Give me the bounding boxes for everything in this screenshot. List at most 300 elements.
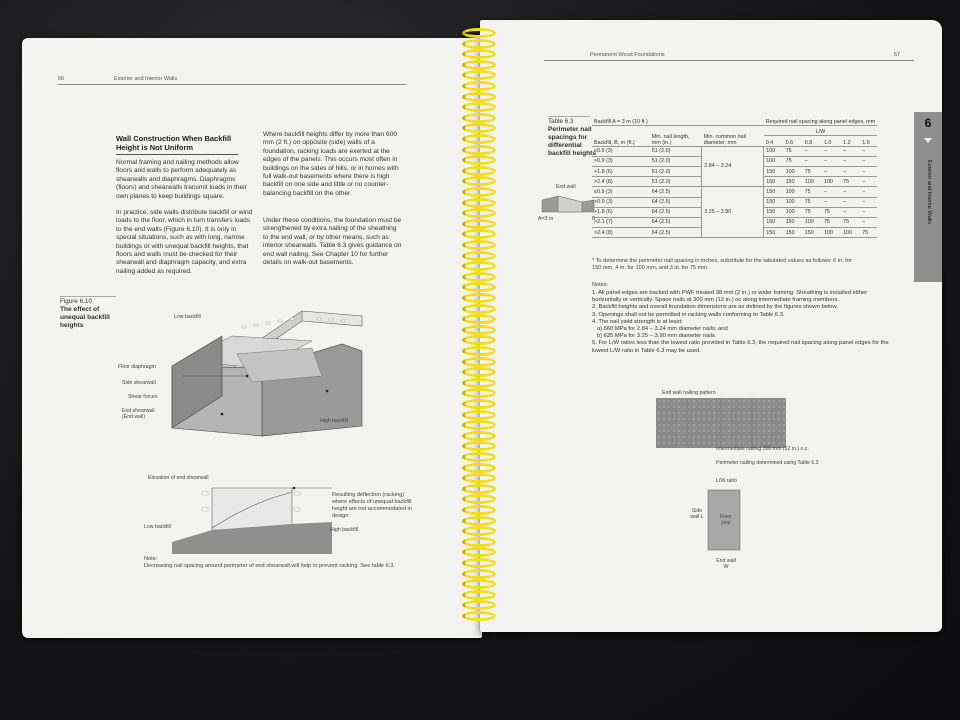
nail-dot: [773, 424, 774, 425]
spacing-cell: 150: [764, 207, 784, 217]
spacing-cell: 150: [784, 177, 803, 187]
spacing-cell: –: [860, 146, 877, 156]
spacing-cell: –: [841, 156, 860, 166]
nail-dot: [708, 400, 709, 401]
coil-ring: [462, 526, 496, 536]
figure-note-label: Note:: [144, 556, 158, 562]
nail-length-cell: 51 (2.0): [650, 156, 702, 166]
nail-dot: [658, 418, 659, 419]
nail-dot: [773, 436, 774, 437]
nail-dot: [738, 436, 739, 437]
nail-dot: [753, 442, 754, 443]
coil-ring: [462, 219, 496, 229]
nail-dot: [768, 418, 769, 419]
table-end-wall-label: End wall: [556, 184, 576, 190]
label-shear-forces: Shear forces: [128, 394, 158, 400]
nail-dot: [678, 424, 679, 425]
nail-dot: [773, 412, 774, 413]
spacing-cell: 75: [784, 156, 803, 166]
nail-dot: [763, 424, 764, 425]
nail-dot: [703, 430, 704, 431]
nail-dot: [698, 418, 699, 419]
figure-title: The effect of unequal backfill heights: [60, 306, 110, 329]
nail-dot: [733, 424, 734, 425]
coil-ring: [462, 113, 496, 123]
nail-dot: [743, 436, 744, 437]
nail-dot: [778, 412, 779, 413]
nail-dot: [663, 412, 664, 413]
spacing-cell: 75: [822, 207, 841, 217]
nail-dot: [758, 442, 759, 443]
nail-dot: [723, 418, 724, 419]
nail-dot: [693, 430, 694, 431]
caption-rule: [60, 296, 116, 297]
nail-dot: [738, 406, 739, 407]
coil-ring: [462, 70, 496, 80]
note-item: 2. Backfill heights and overall foundation dimensions are as defined by the figures shown below.: [592, 304, 838, 311]
nail-dot: [688, 406, 689, 407]
nail-dot: [778, 430, 779, 431]
nail-dot: [683, 412, 684, 413]
title-underline: [116, 154, 238, 155]
plan-floor-joist: Floor joist: [720, 514, 732, 526]
nail-dot: [703, 424, 704, 425]
nail-dot: [738, 430, 739, 431]
nail-dot: [678, 400, 679, 401]
nail-length-cell: 64 (2.5): [650, 228, 702, 238]
nail-dot: [713, 418, 714, 419]
nail-diameter-cell: 3.25 – 3.90: [702, 187, 764, 238]
spacing-cell: 100: [803, 217, 822, 227]
label-side-shearwall: Side shearwall: [122, 380, 156, 386]
coil-ring: [462, 314, 496, 324]
coil-ring: [462, 251, 496, 261]
nail-dot: [738, 412, 739, 413]
coil-ring: [462, 60, 496, 70]
coil-ring: [462, 463, 496, 473]
nail-dot: [773, 418, 774, 419]
nail-dot: [718, 424, 719, 425]
nail-dot: [723, 400, 724, 401]
coil-ring: [462, 282, 496, 292]
nail-dot: [668, 406, 669, 407]
nail-dot: [693, 400, 694, 401]
spacing-cell: –: [860, 187, 877, 197]
spacing-cell: 100: [822, 228, 841, 238]
nail-dot: [728, 400, 729, 401]
nail-dot: [708, 430, 709, 431]
coil-ring: [462, 579, 496, 589]
nail-dot: [703, 412, 704, 413]
nail-dot: [738, 424, 739, 425]
nail-dot: [693, 412, 694, 413]
nail-dot: [783, 442, 784, 443]
nail-dot: [713, 412, 714, 413]
spacing-cell: 75: [803, 207, 822, 217]
spacing-cell: 150: [764, 177, 784, 187]
nail-dot: [703, 400, 704, 401]
nail-dot: [673, 412, 674, 413]
nail-dot: [748, 400, 749, 401]
end-wall-sketch: [538, 192, 598, 216]
coil-ring: [462, 187, 496, 197]
nail-dot: [688, 412, 689, 413]
nail-dot: [693, 406, 694, 407]
spacing-cell: –: [822, 156, 841, 166]
spacing-cell: 100: [784, 166, 803, 176]
chapter-tab-text: Exterior and Interior Walls: [926, 160, 932, 225]
nail-dot: [763, 412, 764, 413]
coil-ring: [462, 431, 496, 441]
coil-ring: [462, 484, 496, 494]
nail-dot: [728, 436, 729, 437]
nail-dot: [773, 442, 774, 443]
coil-ring: [462, 123, 496, 133]
nail-dot: [668, 436, 669, 437]
spacing-cell: 100: [841, 228, 860, 238]
nail-dot: [778, 424, 779, 425]
nail-dot: [768, 424, 769, 425]
spacing-cell: –: [841, 146, 860, 156]
nail-dot: [703, 442, 704, 443]
nail-dot: [693, 436, 694, 437]
label-high-backfill: High backfill: [320, 418, 348, 424]
coil-ring: [462, 335, 496, 345]
nail-dot: [758, 406, 759, 407]
nail-dot: [743, 418, 744, 419]
nail-dot: [668, 412, 669, 413]
table-caption-rule: [548, 116, 590, 117]
nail-dot: [663, 418, 664, 419]
nail-dot: [698, 436, 699, 437]
intermediate-nailing-label: Intermediate nailing 300 mm (12 in.) o.c.: [716, 446, 809, 452]
coil-ring: [462, 272, 496, 282]
elevation-title: Elevation of end shearwall: [148, 475, 209, 481]
nail-dot: [778, 418, 779, 419]
nail-dot: [703, 406, 704, 407]
chapter-tab-arrow-icon: [924, 138, 932, 143]
nail-dot: [688, 442, 689, 443]
nail-dot: [733, 418, 734, 419]
figure-number: Figure 6.10: [60, 298, 92, 305]
nail-dot: [728, 430, 729, 431]
nail-dot: [743, 406, 744, 407]
coil-ring: [462, 441, 496, 451]
header-rule: [58, 84, 406, 85]
nail-dot: [733, 400, 734, 401]
spacing-cell: –: [860, 207, 877, 217]
nail-dot: [713, 436, 714, 437]
nail-dot: [678, 436, 679, 437]
label-low-backfill: Low backfill: [174, 314, 201, 320]
nail-dot: [673, 436, 674, 437]
backfill-cell: >2.4 (8): [592, 177, 650, 187]
coil-ring: [462, 208, 496, 218]
coil-ring: [462, 39, 496, 49]
head-nail-length: Min. nail length, mm (in.): [650, 126, 702, 146]
spacing-cell: –: [822, 187, 841, 197]
nail-dot: [698, 424, 699, 425]
nail-dot: [678, 406, 679, 407]
spacing-cell: 150: [764, 187, 784, 197]
spiral-binding: [462, 28, 498, 640]
nail-dot: [693, 418, 694, 419]
nail-dot: [733, 406, 734, 407]
coil-ring: [462, 28, 496, 38]
nail-dot: [753, 436, 754, 437]
nail-length-cell: 64 (2.5): [650, 197, 702, 207]
nail-dot: [698, 412, 699, 413]
nail-dot: [743, 424, 744, 425]
spacing-cell: 75: [803, 197, 822, 207]
nail-dot: [663, 442, 664, 443]
pattern-title: End wall nailing pattern: [662, 390, 716, 396]
spacing-cell: –: [803, 146, 822, 156]
nail-dot: [673, 406, 674, 407]
nail-dot: [718, 412, 719, 413]
nail-dot: [763, 436, 764, 437]
spacing-cell: 150: [803, 228, 822, 238]
nail-dot: [743, 412, 744, 413]
nail-dot: [668, 424, 669, 425]
coil-ring: [462, 166, 496, 176]
nail-dot: [733, 430, 734, 431]
coil-ring: [462, 473, 496, 483]
coil-ring: [462, 357, 496, 367]
nail-dot: [683, 442, 684, 443]
nail-dot: [663, 424, 664, 425]
spacing-cell: 150: [764, 217, 784, 227]
nail-dot: [683, 418, 684, 419]
backfill-cell: >2.1 (7): [592, 217, 650, 227]
notes-list: [592, 290, 892, 355]
nail-dot: [718, 430, 719, 431]
nail-dot: [668, 430, 669, 431]
spacing-cell: –: [860, 217, 877, 227]
coil-ring: [462, 558, 496, 568]
nail-dot: [768, 406, 769, 407]
nail-dot: [673, 400, 674, 401]
nail-dot: [663, 430, 664, 431]
spacing-cell: 100: [784, 207, 803, 217]
nail-spacing-table: [592, 116, 877, 238]
nail-dot: [698, 400, 699, 401]
table-label: Table 6.3: [548, 118, 574, 125]
nail-dot: [708, 406, 709, 407]
nail-dot: [753, 424, 754, 425]
coil-ring: [462, 176, 496, 186]
spacing-cell: 100: [803, 177, 822, 187]
nail-dot: [708, 436, 709, 437]
nail-dot: [668, 400, 669, 401]
note-item: 5. For L/W ratios less than the lowest ratio provided in Table 6.3, the required nail spacing along panel edges for the lowest L/W ratio in Table 6.3 may be used.: [592, 340, 891, 354]
coil-ring: [462, 145, 496, 155]
note-item: 3. Openings shall not be permitted in racking walls conforming to Table 6.3.: [592, 311, 785, 318]
nail-dot: [718, 406, 719, 407]
nail-dot: [778, 436, 779, 437]
spacing-cell: –: [841, 166, 860, 176]
coil-ring: [462, 346, 496, 356]
nail-diameter-cell: 2.84 – 3.24: [702, 146, 764, 187]
nail-dot: [753, 400, 754, 401]
nail-dot: [678, 418, 679, 419]
label-high-backfill-elevation: High backfill: [330, 527, 358, 533]
table-b-dimension: B: [592, 216, 596, 222]
nail-dot: [663, 400, 664, 401]
spacing-cell: 100: [784, 197, 803, 207]
nail-dot: [783, 406, 784, 407]
chapter-tab-number: 6: [924, 116, 932, 130]
label-floor-diaphragm: Floor diaphragm: [118, 364, 156, 370]
nail-length-cell: 64 (2.5): [650, 207, 702, 217]
nail-dot: [738, 442, 739, 443]
nail-dot: [728, 412, 729, 413]
nail-dot: [688, 430, 689, 431]
notes-title: Notes:: [592, 282, 609, 288]
table-footnote: * To determine the perimeter nail spacing in inches, substitute for the tabulated values as follows: 6 in. for 150 mm, 4 in. for 100 mm, and 3 in. for 75 mm.: [592, 258, 852, 271]
nail-dot: [708, 412, 709, 413]
spacing-cell: 150: [764, 197, 784, 207]
nail-dot: [698, 406, 699, 407]
nail-dot: [778, 406, 779, 407]
right-page-number: 67: [894, 52, 901, 58]
coil-ring: [462, 452, 496, 462]
left-running-head: Exterior and Interior Walls: [114, 76, 178, 82]
nail-dot: [678, 442, 679, 443]
nail-dot: [743, 442, 744, 443]
nail-dot: [763, 406, 764, 407]
lw-value: 0.8: [803, 136, 822, 146]
nail-dot: [688, 400, 689, 401]
nail-dot: [748, 406, 749, 407]
nail-dot: [723, 424, 724, 425]
coil-ring: [462, 325, 496, 335]
col1-paragraph-1: Normal framing and nailing methods allow floors and walls to perform adequately as shearwalls and diaphragms. Diaphragms (floors) and shearwalls transmit loads in their own planes to keep buildings square.: [116, 159, 247, 200]
nail-dot: [773, 430, 774, 431]
nail-dot: [658, 412, 659, 413]
section-title: Wall Construction When Backfill Height is Not Uniform: [116, 134, 232, 152]
nail-dot: [673, 442, 674, 443]
spacing-cell: 75: [860, 228, 877, 238]
coil-ring: [462, 590, 496, 600]
table-body: [592, 146, 877, 238]
nail-dot: [748, 424, 749, 425]
table-caption: [548, 118, 596, 158]
coil-ring: [462, 537, 496, 547]
nail-dot: [728, 406, 729, 407]
nail-dot: [683, 406, 684, 407]
nail-dot: [753, 406, 754, 407]
lw-value: 1.6: [860, 136, 877, 146]
nail-dot: [763, 400, 764, 401]
nail-dot: [723, 442, 724, 443]
nail-dot: [683, 400, 684, 401]
table-row: [592, 187, 877, 197]
nail-dot: [688, 424, 689, 425]
spacing-cell: –: [860, 197, 877, 207]
nail-dot: [738, 400, 739, 401]
backfill-cell: >2.4 (8): [592, 228, 650, 238]
spacing-cell: –: [841, 207, 860, 217]
nail-length-cell: 64 (2.5): [650, 187, 702, 197]
spacing-cell: 100: [784, 187, 803, 197]
nail-dot: [758, 412, 759, 413]
nail-dot: [733, 412, 734, 413]
nail-dot: [708, 442, 709, 443]
nail-dot: [703, 418, 704, 419]
coil-ring: [462, 293, 496, 303]
nail-dot: [768, 430, 769, 431]
nail-dot: [753, 430, 754, 431]
spacing-cell: 75: [841, 177, 860, 187]
coil-ring: [462, 229, 496, 239]
spacing-cell: 150: [784, 228, 803, 238]
spacing-cell: 75: [841, 217, 860, 227]
nail-dot: [668, 418, 669, 419]
nail-dot: [768, 442, 769, 443]
lw-value: 1.0: [822, 136, 841, 146]
lw-value: 0.4: [764, 136, 784, 146]
note-item: b) 635 MPa for 3.25 – 3.90 mm diameter nails.: [592, 333, 717, 340]
elevation-drawing: [172, 484, 332, 554]
head-backfill-b: Backfill, B, m (ft.): [592, 126, 650, 146]
coil-ring: [462, 420, 496, 430]
coil-ring: [462, 600, 496, 610]
spacing-cell: 75: [822, 217, 841, 227]
nail-dot: [658, 430, 659, 431]
nail-dot: [663, 436, 664, 437]
lw-value: 0.6: [784, 136, 803, 146]
nail-dot: [768, 436, 769, 437]
spacing-cell: –: [803, 156, 822, 166]
coil-ring: [462, 304, 496, 314]
left-page-number: 66: [58, 76, 65, 82]
spacing-cell: 100: [764, 146, 784, 156]
coil-ring: [462, 49, 496, 59]
nail-dot: [688, 418, 689, 419]
nail-dot: [708, 418, 709, 419]
spacing-cell: 150: [764, 228, 784, 238]
coil-ring: [462, 134, 496, 144]
nail-length-cell: 51 (2.0): [650, 146, 702, 156]
spacing-cell: 100: [764, 156, 784, 166]
nail-dot: [768, 400, 769, 401]
nail-dot: [768, 412, 769, 413]
nail-dot: [683, 424, 684, 425]
coil-ring: [462, 516, 496, 526]
nail-dot: [783, 400, 784, 401]
nail-length-cell: 51 (2.0): [650, 177, 702, 187]
nail-dot: [683, 430, 684, 431]
col2-paragraph-1: Where backfill heights differ by more than 600 mm (2 ft.) on opposite (side) walls of a foundation, racking loads are exerted at the edges of the panels. This occurs most often in buildings on the sides of hills, or in homes with full walk-out basements where there is high backfill on one side and little or no counter-balancing backfill on the other.: [263, 131, 399, 197]
nail-dot: [688, 436, 689, 437]
nail-dot: [708, 424, 709, 425]
spacing-cell: 75: [803, 187, 822, 197]
coil-ring: [462, 102, 496, 112]
coil-ring: [462, 378, 496, 388]
nail-dot: [733, 436, 734, 437]
coil-ring: [462, 92, 496, 102]
nail-dot: [713, 430, 714, 431]
nail-dot: [713, 424, 714, 425]
nail-dot: [673, 418, 674, 419]
nail-dot: [683, 436, 684, 437]
figure-note-text: Decreasing nail spacing around perimeter of end shearwall will help to prevent racking. See table 6.3.: [144, 563, 395, 569]
coil-ring: [462, 505, 496, 515]
nail-dot: [713, 400, 714, 401]
nail-dot: [658, 400, 659, 401]
nail-dot: [758, 430, 759, 431]
